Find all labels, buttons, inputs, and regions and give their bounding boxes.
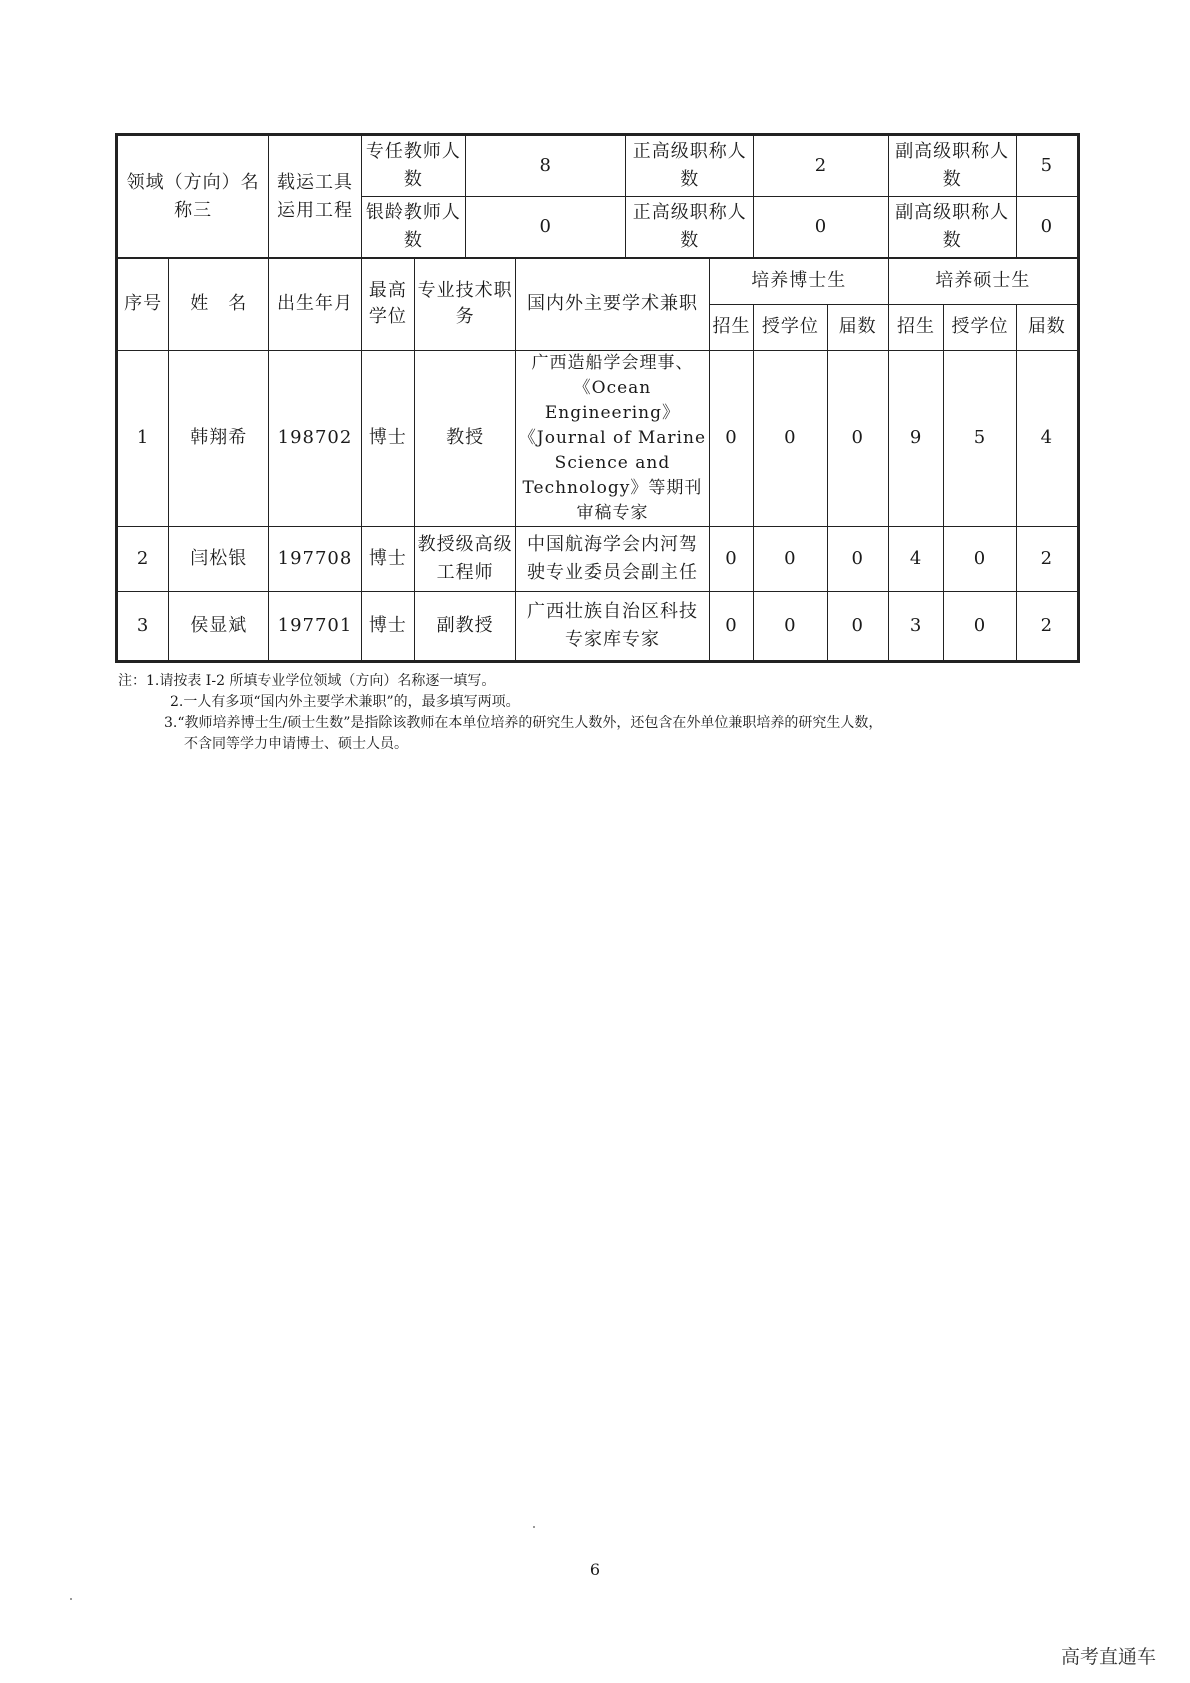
vice-count-cell-2: 0	[1016, 197, 1078, 259]
vice-label-cell-2: 副高级职称人数	[888, 197, 1016, 259]
row-phd-sessions: 0	[827, 350, 888, 526]
fulltime-label-cell: 专任教师人数	[361, 135, 466, 197]
row-academic: 广西造船学会理事、《Ocean Engineering》《Journal of Marine Science and Technology》等期刊审稿专家	[516, 350, 710, 526]
field-label-cell: 领域（方向）名称三	[117, 135, 269, 259]
header-phd-group: 培养博士生	[709, 258, 888, 304]
vice-count-cell-1: 5	[1016, 135, 1078, 197]
row-title: 教授	[415, 350, 516, 526]
row-ms-awarded: 5	[944, 350, 1016, 526]
row-name: 闫松银	[169, 526, 269, 591]
row-seq: 1	[117, 350, 169, 526]
header-phd-enroll: 招生	[709, 304, 753, 350]
header-birth: 出生年月	[269, 258, 361, 350]
senior-label-cell-2: 正高级职称人数	[626, 197, 754, 259]
header-phd-sessions: 届数	[827, 304, 888, 350]
header-ms-enroll: 招生	[888, 304, 944, 350]
row-degree: 博士	[361, 526, 414, 591]
note-line: 3.“教师培养博士生/硕士生数”是指除该教师在本单位培养的研究生人数外，还包含在外单位兼职培养的研究生人数，	[164, 715, 883, 731]
row-seq: 3	[117, 591, 169, 661]
row-title: 教授级高级工程师	[415, 526, 516, 591]
row-phd-awarded: 0	[754, 591, 827, 661]
row-phd-enroll: 0	[709, 526, 753, 591]
row-academic: 广西壮族自治区科技专家库专家	[516, 591, 710, 661]
row-ms-awarded: 0	[944, 591, 1016, 661]
header-ms-sessions: 届数	[1016, 304, 1078, 350]
row-ms-enroll: 3	[888, 591, 944, 661]
note-line: 注：1.请按表 I-2 所填专业学位领域（方向）名称逐一填写。	[118, 673, 496, 689]
row-birth: 197701	[269, 591, 361, 661]
row-ms-enroll: 9	[888, 350, 944, 526]
header-row-1	[117, 258, 1079, 304]
senior-count-cell-1: 2	[754, 135, 889, 197]
row-degree: 博士	[361, 350, 414, 526]
header-academic: 国内外主要学术兼职	[516, 258, 710, 350]
silver-count-cell: 0	[466, 197, 626, 259]
note-line: 不含同等学力申请博士、硕士人员。	[184, 736, 408, 752]
senior-count-cell-2: 0	[754, 197, 889, 259]
row-ms-awarded: 0	[944, 526, 1016, 591]
senior-label-cell-1: 正高级职称人数	[626, 135, 754, 197]
row-birth: 197708	[269, 526, 361, 591]
scan-speck	[70, 1598, 72, 1600]
faculty-table-wrapper	[115, 133, 1080, 663]
row-ms-sessions: 4	[1016, 350, 1078, 526]
table-row	[117, 591, 1079, 661]
scan-speck	[533, 1526, 535, 1528]
row-phd-sessions: 0	[827, 526, 888, 591]
row-phd-awarded: 0	[754, 526, 827, 591]
row-title: 副教授	[415, 591, 516, 661]
field-name-cell: 载运工具运用工程	[269, 135, 361, 259]
row-degree: 博士	[361, 591, 414, 661]
fulltime-count-cell: 8	[466, 135, 626, 197]
header-name: 姓 名	[169, 258, 269, 350]
row-ms-sessions: 2	[1016, 526, 1078, 591]
row-phd-sessions: 0	[827, 591, 888, 661]
row-name: 韩翔希	[169, 350, 269, 526]
vice-label-cell-1: 副高级职称人数	[888, 135, 1016, 197]
row-name: 侯显斌	[169, 591, 269, 661]
table-row	[117, 526, 1079, 591]
faculty-table	[115, 133, 1080, 663]
header-master-group: 培养硕士生	[888, 258, 1078, 304]
header-phd-awarded: 授学位	[754, 304, 827, 350]
row-phd-awarded: 0	[754, 350, 827, 526]
row-phd-enroll: 0	[709, 591, 753, 661]
row-ms-enroll: 4	[888, 526, 944, 591]
watermark: 高考直通车	[1060, 1646, 1156, 1668]
table-row	[117, 350, 1079, 526]
page-number: 6	[589, 1560, 601, 1579]
header-ms-awarded: 授学位	[944, 304, 1016, 350]
table-notes	[118, 671, 1078, 755]
header-seq: 序号	[117, 258, 169, 350]
row-ms-sessions: 2	[1016, 591, 1078, 661]
note-line: 2.一人有多项“国内外主要学术兼职”的，最多填写两项。	[170, 694, 520, 710]
row-academic: 中国航海学会内河驾驶专业委员会副主任	[516, 526, 710, 591]
header-degree: 最高学位	[361, 258, 414, 350]
header-title: 专业技术职 务	[415, 258, 516, 350]
row-phd-enroll: 0	[709, 350, 753, 526]
row-birth: 198702	[269, 350, 361, 526]
field-summary-row-1	[117, 135, 1079, 197]
silver-label-cell: 银龄教师人数	[361, 197, 466, 259]
row-seq: 2	[117, 526, 169, 591]
